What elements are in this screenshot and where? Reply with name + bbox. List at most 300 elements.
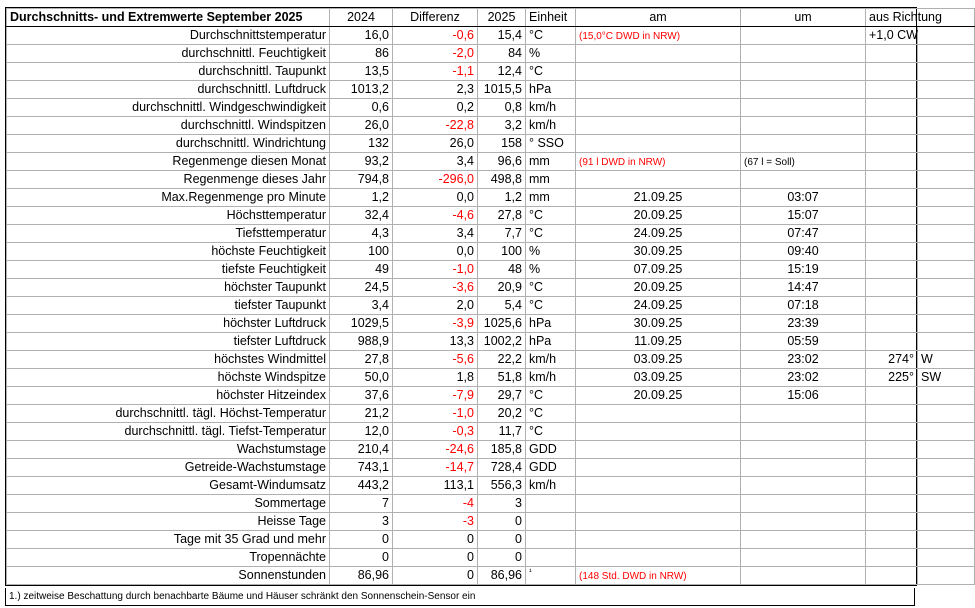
value-2025: 0 (478, 513, 526, 531)
table-row (7, 315, 975, 333)
value-differenz: -1,0 (393, 261, 478, 279)
table-row (7, 45, 975, 63)
value-am: 20.09.25 (576, 207, 741, 225)
value-direction (918, 459, 975, 477)
value-um: 23:02 (741, 351, 866, 369)
value-differenz: -1,1 (393, 63, 478, 81)
value-direction: SW (918, 369, 975, 387)
value-direction-degrees (866, 243, 918, 261)
value-um (741, 513, 866, 531)
value-direction-degrees (866, 279, 918, 297)
table-row (7, 297, 975, 315)
value-direction (918, 423, 975, 441)
value-2024: 132 (330, 135, 393, 153)
value-differenz: -24,6 (393, 441, 478, 459)
table-row (7, 117, 975, 135)
value-am: 24.09.25 (576, 297, 741, 315)
row-label: Max.Regenmenge pro Minute (7, 189, 330, 207)
value-um: 15:06 (741, 387, 866, 405)
value-differenz: 3,4 (393, 153, 478, 171)
row-label: Sonnenstunden (7, 567, 330, 585)
value-2024: 210,4 (330, 441, 393, 459)
value-unit: °C (526, 207, 576, 225)
value-am: 21.09.25 (576, 189, 741, 207)
table-row (7, 243, 975, 261)
value-direction (918, 531, 975, 549)
value-direction (918, 135, 975, 153)
value-am (576, 171, 741, 189)
value-2024: 50,0 (330, 369, 393, 387)
value-direction: W (918, 351, 975, 369)
table-row (7, 405, 975, 423)
row-label: durchschnittl. Windspitzen (7, 117, 330, 135)
value-direction (918, 315, 975, 333)
value-direction-degrees (866, 495, 918, 513)
value-unit: km/h (526, 117, 576, 135)
row-label: durchschnittl. Luftdruck (7, 81, 330, 99)
table-row (7, 207, 975, 225)
value-2024: 27,8 (330, 351, 393, 369)
row-label: durchschnittl. Feuchtigkeit (7, 45, 330, 63)
value-direction (918, 387, 975, 405)
value-unit: km/h (526, 99, 576, 117)
row-label: tiefster Taupunkt (7, 297, 330, 315)
row-label: tiefster Luftdruck (7, 333, 330, 351)
value-2024: 4,3 (330, 225, 393, 243)
value-differenz: -14,7 (393, 459, 478, 477)
row-label: durchschnittl. Windrichtung (7, 135, 330, 153)
value-direction-degrees (866, 405, 918, 423)
value-2025: 0 (478, 531, 526, 549)
value-unit: hPa (526, 81, 576, 99)
value-direction-degrees: 274° (866, 351, 918, 369)
value-unit (526, 549, 576, 567)
value-direction (918, 27, 975, 45)
value-direction-degrees (866, 531, 918, 549)
value-direction (918, 405, 975, 423)
value-am: 07.09.25 (576, 261, 741, 279)
value-direction-degrees (866, 297, 918, 315)
value-2025: 20,2 (478, 405, 526, 423)
value-differenz: 0,0 (393, 243, 478, 261)
table-row (7, 459, 975, 477)
table-row (7, 387, 975, 405)
table-row (7, 423, 975, 441)
value-2024: 12,0 (330, 423, 393, 441)
value-2024: 1,2 (330, 189, 393, 207)
table-row (7, 99, 975, 117)
value-direction (918, 495, 975, 513)
value-direction-degrees (866, 459, 918, 477)
value-2024: 26,0 (330, 117, 393, 135)
value-direction (918, 477, 975, 495)
row-label: tiefste Feuchtigkeit (7, 261, 330, 279)
value-direction (918, 333, 975, 351)
value-direction (918, 513, 975, 531)
col-header-am: am (576, 9, 741, 27)
table-row (7, 189, 975, 207)
value-direction-degrees (866, 513, 918, 531)
row-label: höchster Taupunkt (7, 279, 330, 297)
value-2025: 48 (478, 261, 526, 279)
value-differenz: -3,9 (393, 315, 478, 333)
value-unit: hPa (526, 333, 576, 351)
value-unit: % (526, 243, 576, 261)
value-am (576, 117, 741, 135)
value-unit: mm (526, 171, 576, 189)
table-row (7, 567, 975, 585)
value-direction-degrees (866, 135, 918, 153)
value-differenz: -22,8 (393, 117, 478, 135)
value-differenz: 0,0 (393, 189, 478, 207)
table-row (7, 513, 975, 531)
row-label: Höchsttemperatur (7, 207, 330, 225)
value-differenz: 26,0 (393, 135, 478, 153)
value-2025: 0 (478, 549, 526, 567)
value-differenz: 2,3 (393, 81, 478, 99)
table-row (7, 63, 975, 81)
value-unit (526, 513, 576, 531)
value-2025: 100 (478, 243, 526, 261)
value-differenz: 3,4 (393, 225, 478, 243)
row-label: Tropennächte (7, 549, 330, 567)
table-row (7, 495, 975, 513)
value-um (741, 495, 866, 513)
value-unit: % (526, 45, 576, 63)
value-unit: % (526, 261, 576, 279)
value-2024: 49 (330, 261, 393, 279)
value-am (576, 513, 741, 531)
value-2024: 21,2 (330, 405, 393, 423)
value-2024: 16,0 (330, 27, 393, 45)
value-2025: 84 (478, 45, 526, 63)
footnote: 1.) zeitweise Beschattung durch benachbarte Bäume und Häuser schränkt den Sonnenschein-Sensor ein (5, 588, 915, 606)
value-direction-degrees (866, 45, 918, 63)
value-2025: 498,8 (478, 171, 526, 189)
value-um (741, 45, 866, 63)
row-label: höchstes Windmittel (7, 351, 330, 369)
weather-stats-table (6, 8, 975, 585)
row-label: höchste Feuchtigkeit (7, 243, 330, 261)
row-label: höchster Luftdruck (7, 315, 330, 333)
value-am (576, 99, 741, 117)
value-unit (526, 495, 576, 513)
value-um (741, 153, 866, 171)
table-row (7, 81, 975, 99)
value-direction-degrees: 225° (866, 369, 918, 387)
row-label: höchster Hitzeindex (7, 387, 330, 405)
value-2025: 1,2 (478, 189, 526, 207)
value-2024: 86 (330, 45, 393, 63)
value-am (576, 549, 741, 567)
value-um (741, 27, 866, 45)
col-header-differenz: Differenz (393, 9, 478, 27)
value-am (576, 27, 741, 45)
value-differenz: 0 (393, 567, 478, 585)
value-am (576, 153, 741, 171)
col-header-um: um (741, 9, 866, 27)
value-direction-degrees (866, 189, 918, 207)
value-am (576, 135, 741, 153)
value-um: 14:47 (741, 279, 866, 297)
row-label: durchschnittl. tägl. Höchst-Temperatur (7, 405, 330, 423)
value-2025: 12,4 (478, 63, 526, 81)
row-label: Gesamt-Windumsatz (7, 477, 330, 495)
value-direction-degrees (866, 117, 918, 135)
value-am (576, 423, 741, 441)
value-um (741, 567, 866, 585)
value-2025: 27,8 (478, 207, 526, 225)
value-differenz: -1,0 (393, 405, 478, 423)
value-um: 15:07 (741, 207, 866, 225)
value-um: 23:02 (741, 369, 866, 387)
table-title: Durchschnitts- und Extremwerte September 2025 (7, 9, 330, 27)
weather-stats-sheet (5, 7, 942, 586)
value-2025: 86,96 (478, 567, 526, 585)
value-direction (918, 153, 975, 171)
value-differenz: -296,0 (393, 171, 478, 189)
value-am: 20.09.25 (576, 279, 741, 297)
table-row (7, 333, 975, 351)
value-2024: 443,2 (330, 477, 393, 495)
value-am (576, 441, 741, 459)
value-unit: km/h (526, 477, 576, 495)
value-differenz: -4 (393, 495, 478, 513)
header-row (7, 9, 975, 27)
table-row (7, 171, 975, 189)
value-am (576, 81, 741, 99)
value-am (576, 531, 741, 549)
value-am (576, 45, 741, 63)
value-direction (918, 45, 975, 63)
value-direction-degrees (866, 261, 918, 279)
value-unit: ° SSO (526, 135, 576, 153)
value-direction-degrees (866, 477, 918, 495)
value-am: 11.09.25 (576, 333, 741, 351)
value-2025: 1002,2 (478, 333, 526, 351)
value-direction (918, 189, 975, 207)
value-differenz: 13,3 (393, 333, 478, 351)
value-2025: 1015,5 (478, 81, 526, 99)
value-direction-degrees (866, 387, 918, 405)
value-direction (918, 567, 975, 585)
row-label: höchste Windspitze (7, 369, 330, 387)
value-differenz: 1,8 (393, 369, 478, 387)
table-row (7, 135, 975, 153)
value-2025: 22,2 (478, 351, 526, 369)
value-direction (918, 243, 975, 261)
value-direction (918, 297, 975, 315)
value-2024: 794,8 (330, 171, 393, 189)
value-2024: 24,5 (330, 279, 393, 297)
value-2024: 0 (330, 549, 393, 567)
value-um (741, 99, 866, 117)
value-direction-degrees (866, 441, 918, 459)
value-direction (918, 549, 975, 567)
value-differenz: -3,6 (393, 279, 478, 297)
value-differenz: -0,6 (393, 27, 478, 45)
value-direction (918, 81, 975, 99)
value-direction (918, 63, 975, 81)
col-header-richtung: aus Richtung (866, 9, 975, 27)
value-am (576, 477, 741, 495)
value-2025: 0,8 (478, 99, 526, 117)
value-unit: °C (526, 387, 576, 405)
value-am (576, 405, 741, 423)
value-2024: 100 (330, 243, 393, 261)
row-label: Wachstumstage (7, 441, 330, 459)
row-label: durchschnittl. Taupunkt (7, 63, 330, 81)
value-direction (918, 207, 975, 225)
value-um (741, 531, 866, 549)
value-um (741, 441, 866, 459)
value-unit: mm (526, 189, 576, 207)
value-2024: 3 (330, 513, 393, 531)
value-um (741, 117, 866, 135)
value-direction (918, 441, 975, 459)
table-row (7, 27, 975, 45)
value-2024: 1013,2 (330, 81, 393, 99)
value-2025: 15,4 (478, 27, 526, 45)
row-label: durchschnittl. tägl. Tiefst-Temperatur (7, 423, 330, 441)
value-unit: GDD (526, 441, 576, 459)
value-2024: 86,96 (330, 567, 393, 585)
row-label: Tiefsttemperatur (7, 225, 330, 243)
value-direction (918, 171, 975, 189)
value-2025: 185,8 (478, 441, 526, 459)
value-um: 23:39 (741, 315, 866, 333)
value-um: 15:19 (741, 261, 866, 279)
value-unit: °C (526, 405, 576, 423)
value-2025: 29,7 (478, 387, 526, 405)
value-um: 05:59 (741, 333, 866, 351)
value-2025: 728,4 (478, 459, 526, 477)
red-note: (91 l DWD in NRW) (579, 156, 666, 168)
value-am (576, 567, 741, 585)
row-label: Tage mit 35 Grad und mehr (7, 531, 330, 549)
value-differenz: 113,1 (393, 477, 478, 495)
red-note: (15,0°C DWD in NRW) (579, 30, 681, 42)
value-unit: mm (526, 153, 576, 171)
value-2025: 3 (478, 495, 526, 513)
col-header-einheit: Einheit (526, 9, 576, 27)
value-um (741, 63, 866, 81)
value-direction (918, 279, 975, 297)
value-um (741, 423, 866, 441)
value-um: 03:07 (741, 189, 866, 207)
table-row (7, 153, 975, 171)
value-differenz: -5,6 (393, 351, 478, 369)
note: (67 l = Soll) (744, 156, 795, 168)
value-differenz: 0,2 (393, 99, 478, 117)
value-differenz: -3 (393, 513, 478, 531)
table-row (7, 477, 975, 495)
value-um (741, 477, 866, 495)
row-label: Heisse Tage (7, 513, 330, 531)
value-unit: °C (526, 279, 576, 297)
value-2024: 988,9 (330, 333, 393, 351)
value-um (741, 171, 866, 189)
value-unit: °C (526, 297, 576, 315)
value-2025: 1025,6 (478, 315, 526, 333)
value-differenz: -4,6 (393, 207, 478, 225)
footnote-marker: ¹ (529, 566, 532, 576)
value-unit: GDD (526, 459, 576, 477)
row-label: durchschnittl. Windgeschwindigkeit (7, 99, 330, 117)
table-row (7, 549, 975, 567)
col-header-2024: 2024 (330, 9, 393, 27)
value-2025: 556,3 (478, 477, 526, 495)
value-2025: 96,6 (478, 153, 526, 171)
value-2024: 13,5 (330, 63, 393, 81)
value-am: 24.09.25 (576, 225, 741, 243)
value-2024: 32,4 (330, 207, 393, 225)
value-direction (918, 117, 975, 135)
table-row (7, 441, 975, 459)
table-row (7, 279, 975, 297)
value-direction-degrees (866, 81, 918, 99)
value-2024: 37,6 (330, 387, 393, 405)
table-row (7, 531, 975, 549)
value-direction (918, 261, 975, 279)
value-direction-degrees: +1,0 CW (866, 27, 918, 45)
value-2024: 7 (330, 495, 393, 513)
value-direction-degrees (866, 333, 918, 351)
row-label: Regenmenge dieses Jahr (7, 171, 330, 189)
value-differenz: 0 (393, 549, 478, 567)
value-am: 30.09.25 (576, 243, 741, 261)
value-2024: 0,6 (330, 99, 393, 117)
value-unit: °C (526, 63, 576, 81)
value-differenz: 0 (393, 531, 478, 549)
value-2025: 3,2 (478, 117, 526, 135)
value-um (741, 459, 866, 477)
value-um (741, 81, 866, 99)
value-2025: 51,8 (478, 369, 526, 387)
value-um (741, 549, 866, 567)
value-2024: 1029,5 (330, 315, 393, 333)
value-2024: 0 (330, 531, 393, 549)
value-direction-degrees (866, 315, 918, 333)
value-direction (918, 225, 975, 243)
value-direction-degrees (866, 207, 918, 225)
value-2025: 7,7 (478, 225, 526, 243)
value-direction-degrees (866, 567, 918, 585)
value-unit (526, 531, 576, 549)
value-am (576, 495, 741, 513)
value-direction-degrees (866, 153, 918, 171)
value-direction-degrees (866, 171, 918, 189)
value-unit: hPa (526, 315, 576, 333)
value-am: 03.09.25 (576, 351, 741, 369)
row-label: Regenmenge diesen Monat (7, 153, 330, 171)
value-am: 30.09.25 (576, 315, 741, 333)
table-row (7, 225, 975, 243)
value-direction (918, 99, 975, 117)
value-direction-degrees (866, 63, 918, 81)
value-2025: 5,4 (478, 297, 526, 315)
table-row (7, 351, 975, 369)
value-direction-degrees (866, 423, 918, 441)
value-unit: km/h (526, 351, 576, 369)
value-differenz: -0,3 (393, 423, 478, 441)
value-direction-degrees (866, 549, 918, 567)
table-row (7, 261, 975, 279)
col-header-2025: 2025 (478, 9, 526, 27)
value-differenz: -7,9 (393, 387, 478, 405)
value-unit: °C (526, 225, 576, 243)
row-label: Sommertage (7, 495, 330, 513)
